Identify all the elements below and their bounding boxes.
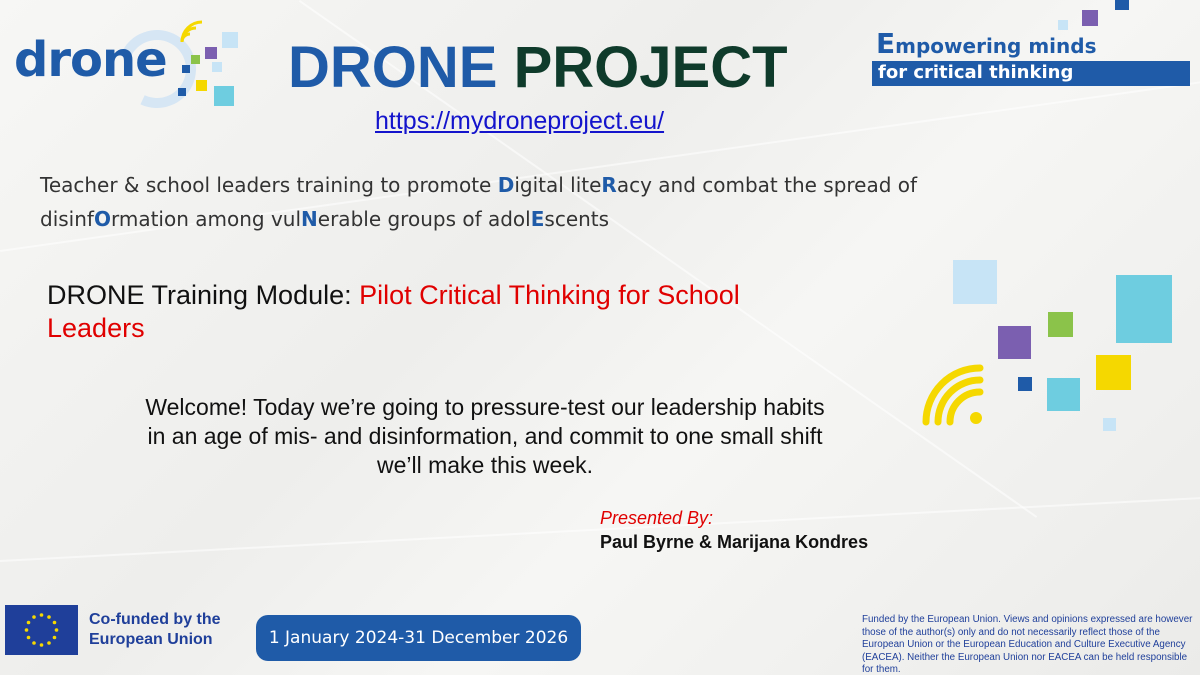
badge-tagline-top: Empowering minds <box>876 27 1097 60</box>
tagline-acronym-letter: D <box>497 173 515 197</box>
tagline-segment: erable groups of adol <box>317 207 531 231</box>
eu-disclaimer: Funded by the European Union. Views and opinions expressed are however those of the author(s) only and do not necessarily reflect those of the European Union or the European Education and Culture Executive Agency (EACEA). Neither the European Union nor EACEA can be held responsible for them. <box>862 614 1193 675</box>
drone-logo: drone <box>14 32 167 88</box>
title-drone: DRONE <box>288 35 498 100</box>
decorative-square <box>1115 0 1129 10</box>
eu-star <box>40 643 44 647</box>
eu-star <box>27 621 31 625</box>
eu-star <box>32 641 36 645</box>
presenter-names: Paul Byrne & Marijana Kondres <box>600 532 869 552</box>
decorative-square <box>178 88 186 96</box>
tagline-segment: acy and combat the spread of disinf <box>40 173 918 231</box>
eu-star <box>27 636 31 640</box>
decorative-square <box>196 80 207 91</box>
tagline-acronym-letter: N <box>301 207 318 231</box>
decorative-square <box>182 65 190 73</box>
co-funded-label: Co-funded by the European Union <box>89 611 221 648</box>
eu-star <box>40 613 44 617</box>
tagline-segment: rmation among vul <box>110 207 302 231</box>
welcome-text: Welcome! Today we’re going to pressure-test our leadership habits in an age of mis- and disinformation, and commit to one small shift we’ll make this week. <box>145 394 825 478</box>
eu-star <box>53 621 57 625</box>
project-dates: 1 January 2024-31 December 2026 <box>256 615 581 661</box>
module-prefix: DRONE Training Module: <box>47 280 360 310</box>
decorative-square <box>998 326 1031 359</box>
module-highlight: Pilot Critical Thinking for School Leaders <box>47 280 740 343</box>
tagline-segment: igital lite <box>514 173 602 197</box>
tagline-acronym-letter: R <box>601 173 617 197</box>
decorative-square <box>205 47 217 59</box>
eu-star <box>25 628 29 632</box>
decorative-square <box>222 32 238 48</box>
wifi-signal-icon <box>918 360 990 432</box>
eu-star <box>47 615 51 619</box>
tagline-segment: scents <box>544 207 610 231</box>
module-title <box>47 279 767 345</box>
decorative-square <box>1047 378 1080 411</box>
page-title <box>288 34 788 101</box>
decorative-square <box>953 260 997 304</box>
title-project: PROJECT <box>513 35 788 100</box>
tagline-acronym-letter: E <box>530 207 545 231</box>
decorative-square <box>191 55 200 64</box>
decorative-square <box>1103 418 1116 431</box>
tagline-segment: Teacher & school leaders training to promote <box>40 173 498 197</box>
project-tagline <box>40 168 940 236</box>
eu-star <box>53 636 57 640</box>
decorative-square <box>1116 275 1172 343</box>
presented-by-label: Presented By: <box>600 508 714 528</box>
eu-star <box>47 641 51 645</box>
eu-star <box>55 628 59 632</box>
decorative-square <box>1048 312 1073 337</box>
eu-flag-icon <box>5 605 78 655</box>
tagline-acronym-letter: O <box>93 207 111 231</box>
decorative-square <box>1096 355 1131 390</box>
project-url-link[interactable]: https://mydroneproject.eu/ <box>375 107 665 135</box>
decorative-square <box>214 86 234 106</box>
decorative-square <box>1082 10 1098 26</box>
eu-star <box>32 615 36 619</box>
decorative-square <box>1018 377 1032 391</box>
badge-tagline-bottom: for critical thinking <box>878 62 1074 83</box>
logo-wifi-icon <box>178 18 206 46</box>
decorative-square <box>212 62 222 72</box>
